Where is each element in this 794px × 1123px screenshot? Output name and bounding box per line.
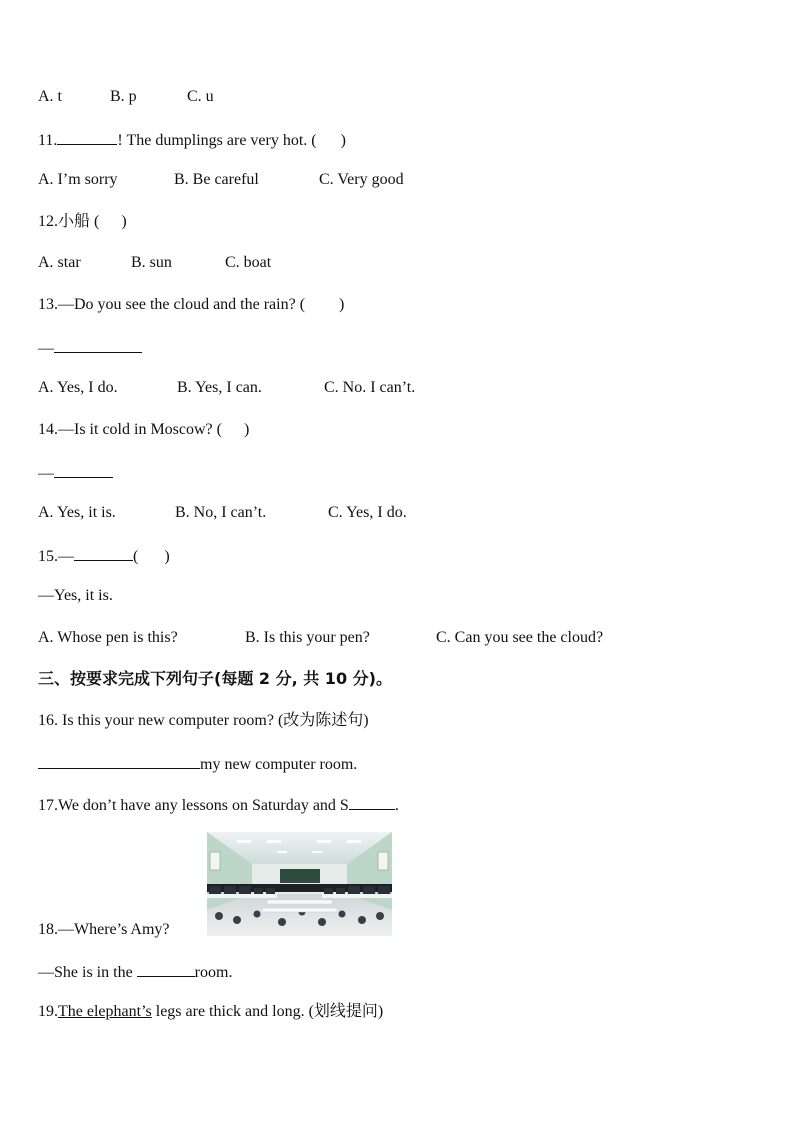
q15-number: 15. [38,548,58,565]
question-12 [38,212,127,232]
q11-bracket-close: ) [340,132,346,149]
q19-text: legs are thick and long. (划线提问) [151,1003,384,1020]
q13-text: —Do you see the cloud and the rain? ( [58,296,306,313]
q11-number: 11. [38,132,58,149]
q13-option-c: C. No. I can’t. [324,379,416,396]
q10-option-a: A. t [38,88,62,105]
q11-answer-blank[interactable] [57,129,117,145]
q11-option-a: A. I’m sorry [38,171,118,188]
q12-option-a: A. star [38,254,81,271]
q18-answer-blank[interactable] [137,961,195,977]
q13-option-a: A. Yes, I do. [38,379,118,396]
q14-reply-blank[interactable] [54,462,113,478]
q13-number: 13. [38,296,58,313]
q11-text: ! The dumplings are very hot. ( [117,132,317,149]
q17-end: . [394,797,399,814]
q14-reply-line [38,462,113,484]
q17-answer-blank[interactable] [349,794,395,810]
question-14 [38,420,249,440]
computer-room-image [207,832,392,936]
q10-option-c: C. u [187,88,214,105]
q12-option-c: C. boat [225,254,272,271]
q15-bracket-open: ( [133,548,139,565]
q12-number: 12. [38,213,58,230]
q12-text: 小船 ( [58,213,100,230]
q18-answer-end: room. [194,964,233,981]
q18-answer-line [38,961,232,983]
question-13 [38,295,344,315]
question-19 [38,1002,383,1022]
question-15 [38,545,170,567]
q10-option-b: B. p [110,88,137,105]
q15-option-c: C. Can you see the cloud? [436,629,604,646]
q14-text: —Is it cold in Moscow? ( [58,421,222,438]
q12-option-b: B. sun [131,254,172,271]
q11-option-b: B. Be careful [174,171,259,188]
q14-bracket-close: ) [243,421,250,438]
q13-reply-blank[interactable] [54,337,142,353]
question-18: 18.—Where’s Amy? [38,921,170,938]
q15-answer-blank[interactable] [74,545,133,561]
q16-answer-blank[interactable] [38,753,200,769]
q18-answer-start: —She is in the [38,964,137,981]
q15-bracket-close: ) [164,548,170,565]
q14-number: 14. [38,421,58,438]
q12-bracket-close: ) [121,213,127,230]
question-11 [38,129,346,151]
question-17 [38,794,399,816]
q13-bracket-close: ) [339,296,345,313]
q14-reply-dash: — [38,465,54,482]
q15-option-b: B. Is this your pen? [245,629,370,646]
section-3-heading: 三、按要求完成下列句子(每题 2 分, 共 10 分)。 [38,669,392,688]
q11-option-c: C. Very good [319,171,404,188]
q13-reply-dash: — [38,340,54,357]
q15-dash: — [58,548,74,565]
q17-text: 17.We don’t have any lessons on Saturday and S [38,797,349,814]
q13-reply-line [38,337,142,359]
q16-answer-line [38,753,357,775]
computer-room-illustration [207,832,392,936]
q15-option-a: A. Whose pen is this? [38,629,178,646]
q19-number: 19. [38,1003,58,1020]
q14-option-c: C. Yes, I do. [328,504,407,521]
q16-answer-tail: my new computer room. [200,756,358,773]
q15-reply: —Yes, it is. [38,587,113,604]
q14-option-b: B. No, I can’t. [175,504,267,521]
q13-option-b: B. Yes, I can. [177,379,262,396]
q19-underlined-phrase: The elephant’s [58,1003,152,1020]
q14-option-a: A. Yes, it is. [38,504,116,521]
question-16: 16. Is this your new computer room? (改为陈述句) [38,712,369,729]
